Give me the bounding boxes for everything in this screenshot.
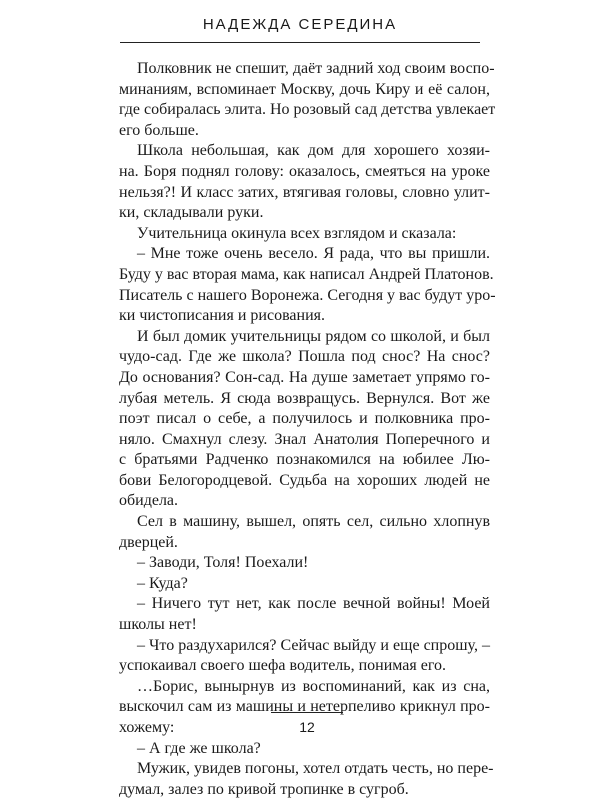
text-line: бови Белогородцевой. Судьба на хороших людей не [119,471,490,489]
footer-rule [271,712,343,713]
text-line: Полковник не спешит, даёт задний ход своим воспо- [137,60,495,77]
text-line: успокаивал своего шефа водитель, понимая его. [119,657,447,675]
text-line: …Борис, вынырнув из воспоминаний, как из сна, [137,677,490,695]
text-line: – Заводи, Толя! Поехали! [137,554,309,572]
text-line: с братьями Радченко познакомился на юбилее Лю- [119,451,490,469]
text-line: лубая метель. Я сюда возвращусь. Вернулся. Вот же [119,389,490,407]
text-line: Буду у вас вторая мама, как написал Андрей Платонов. [119,265,494,283]
text-line: хожему: [119,719,175,736]
text-line: на. Боря поднял голову: оказалось, смеяться на уроке [119,162,490,180]
body-text [119,59,496,800]
text-line: школы нет! [119,616,197,634]
text-line: Школа небольшая, как дом для хорошего хозяи- [137,142,490,160]
text-line: ки, складывали руки. [119,204,264,222]
text-line: чудо-сад. Где же школа? Пошла под снос? На снос? [119,348,490,366]
text-line: – Мне тоже очень весело. Я рада, что вы пришли. [137,245,490,263]
text-line: выскочил сам из машины и нетерпеливо крикнул про- [119,698,490,716]
text-line: Мужик, увидев погоны, хотел отдать честь, но пере- [137,760,494,778]
text-line: – Ничего тут нет, как после вечной войны! Моей [137,595,490,613]
text-line: думал, залез по кривой тропинке в сугроб. [119,780,409,798]
header-rule [120,42,480,43]
text-line: Учительница окинула всех взглядом и сказала: [137,224,457,242]
text-line: обидела. [119,492,179,510]
text-line: – Куда? [137,574,188,592]
text-line: – Что раздухарился? Сейчас выйду и еще спрошу, – [137,636,490,654]
text-line: минаниям, вспоминает Москву, дочь Киру и её салон, [119,80,490,98]
text-line: дверцей. [119,533,178,551]
text-line: Писатель с нашего Воронежа. Сегодня у вас будут уро- [119,286,496,304]
text-line: где собиралась элита. Но розовый сад детства увлекает [119,101,496,119]
text-line: няло. Смахнул слезу. Знал Анатолия Поперечного и [119,430,490,448]
text-line: До основания? Сон-сад. На душе заметает упрямо го- [119,368,490,386]
text-line: Сел в машину, вышел, опять сел, сильно хлопнув [137,513,490,531]
running-header-author: НАДЕЖДА СЕРЕДИНА [202,16,398,33]
text-line: нельзя?! И класс затих, втягивая головы, словно улит- [119,183,490,201]
text-line: И был домик учительницы рядом со школой, и был [137,327,490,345]
text-line: – А где же школа? [137,739,261,757]
text-line: его больше. [119,121,199,139]
page-number: 12 [299,719,315,735]
text-line: поэт писал о себе, а получилось и полковника про- [119,410,490,428]
text-line: ки чистописания и рисования. [119,307,325,325]
